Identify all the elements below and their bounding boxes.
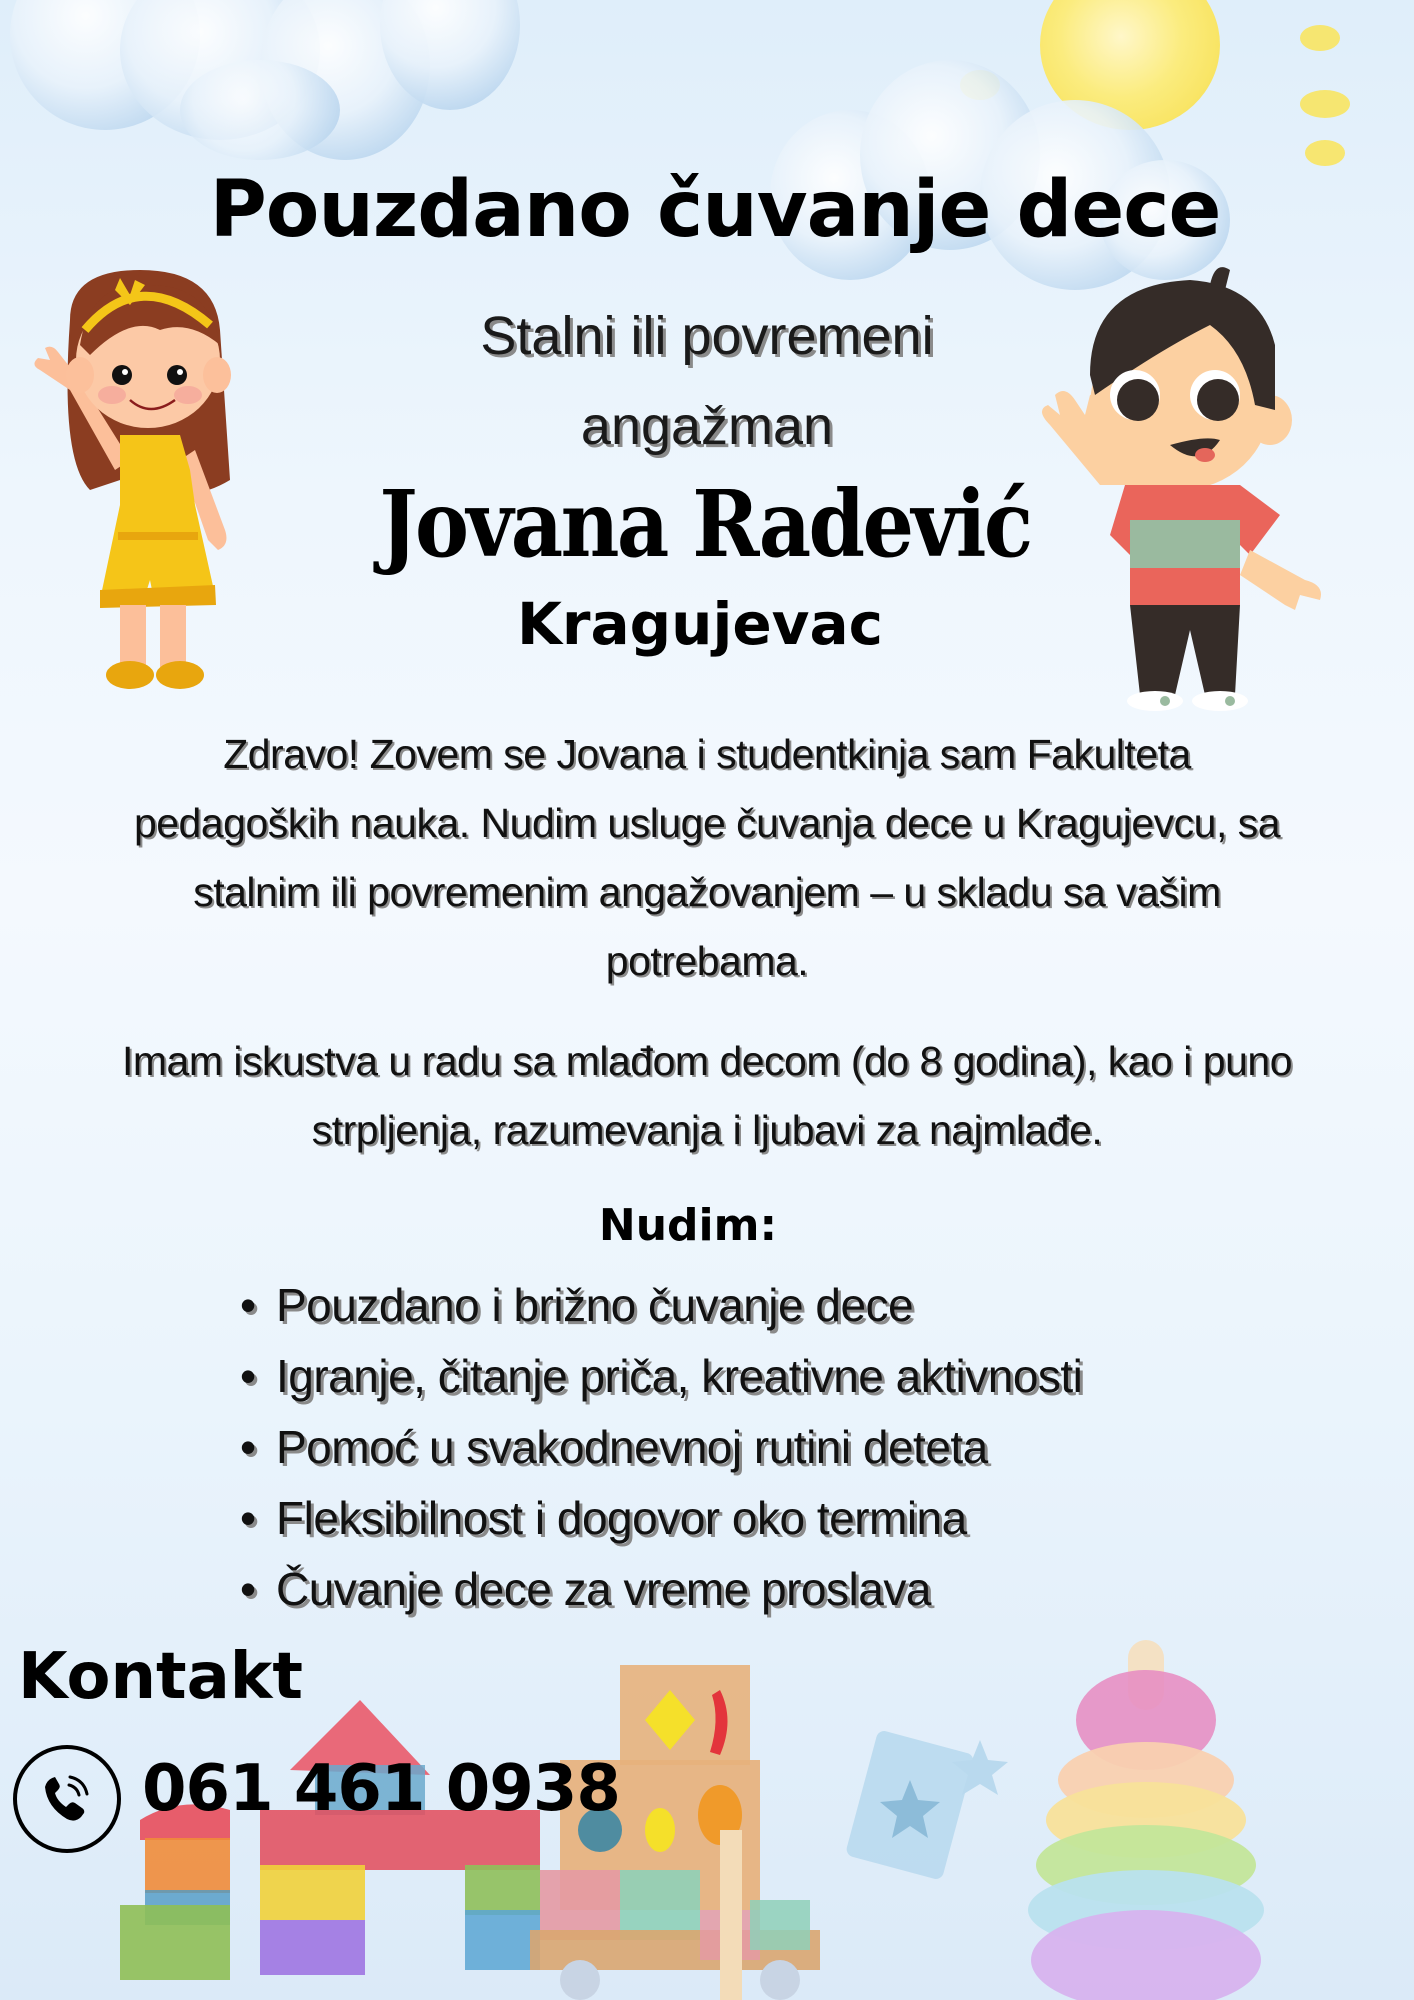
bullet-icon: • bbox=[240, 1279, 256, 1331]
city-name: Kragujevac bbox=[516, 590, 884, 658]
intro-line: pedagoških nauka. Nudim usluge čuvanja dece u Kragujevcu, sa bbox=[133, 800, 1281, 846]
ring-stacker-illustration bbox=[1000, 1640, 1290, 2000]
subtitle-line-2: angažman bbox=[580, 396, 834, 456]
list-item: • Čuvanje dece za vreme proslava bbox=[240, 1554, 1082, 1625]
bullet-icon: • bbox=[240, 1492, 256, 1544]
bullet-icon: • bbox=[240, 1421, 256, 1473]
intro-line: stalnim ili povremenim angažovanjem – u skladu sa vašim bbox=[193, 869, 1221, 915]
list-item: • Pouzdano i brižno čuvanje dece bbox=[240, 1270, 1082, 1341]
list-item: • Igranje, čitanje priča, kreativne aktivnosti bbox=[240, 1341, 1082, 1412]
experience-line: strpljenja, razumevanja i ljubavi za najmlađe. bbox=[311, 1107, 1103, 1153]
bullet-icon: • bbox=[240, 1563, 256, 1615]
caregiver-name: Jovana Radević bbox=[379, 470, 1031, 578]
phone-number-link[interactable]: 061 461 0938 bbox=[142, 1752, 620, 1826]
star-block-illustration bbox=[840, 1720, 1020, 1900]
offers-list bbox=[240, 1270, 1082, 1625]
list-item: • Pomoć u svakodnevnoj rutini deteta bbox=[240, 1412, 1082, 1483]
intro-line: potrebama. bbox=[605, 938, 809, 984]
flyer-title: Pouzdano čuvanje dece bbox=[209, 165, 1221, 255]
offers-heading: Nudim: bbox=[598, 1200, 778, 1251]
subtitle-line-1: Stalni ili povremeni bbox=[480, 306, 934, 366]
bullet-icon: • bbox=[240, 1350, 256, 1402]
toy-blocks-illustration bbox=[120, 1700, 540, 2000]
list-item: • Fleksibilnost i dogovor oko termina bbox=[240, 1483, 1082, 1554]
phone-icon bbox=[13, 1745, 121, 1853]
contact-heading: Kontakt bbox=[18, 1640, 303, 1714]
intro-line: Zdravo! Zovem se Jovana i studentkinja sam Fakulteta bbox=[223, 731, 1191, 777]
experience-line: Imam iskustva u radu sa mlađom decom (do 8 godina), kao i puno bbox=[122, 1038, 1292, 1084]
